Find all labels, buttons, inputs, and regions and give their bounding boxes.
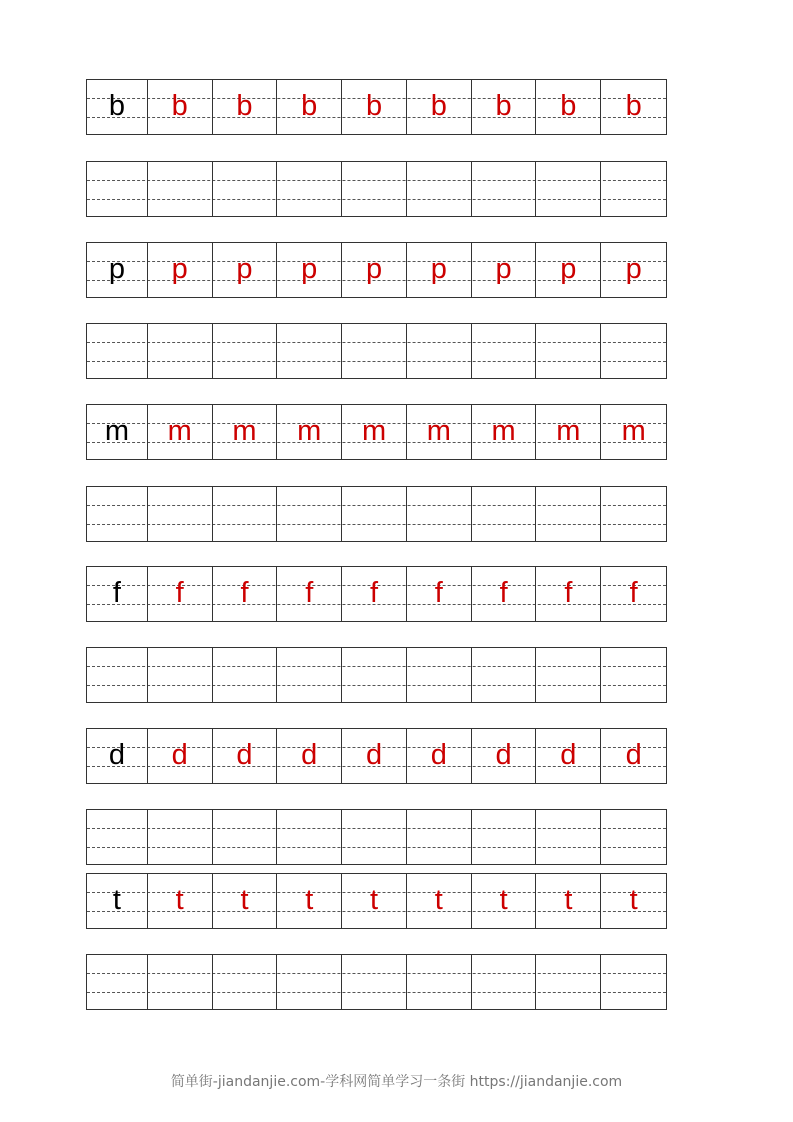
grid-cell — [148, 648, 213, 702]
trace-letter: t — [305, 883, 314, 916]
writing-row — [86, 728, 667, 784]
grid-cell — [407, 874, 472, 928]
trace-letter: d — [171, 738, 188, 771]
writing-row — [86, 873, 667, 929]
grid-cell — [536, 729, 601, 783]
grid-cell — [536, 80, 601, 134]
grid-cell — [213, 324, 278, 378]
grid-cell — [536, 810, 601, 864]
trace-letter: b — [495, 89, 512, 122]
writing-row — [86, 647, 667, 703]
grid-cell — [277, 955, 342, 1009]
grid-cell — [536, 243, 601, 297]
trace-letter: p — [560, 252, 577, 285]
grid-cell — [407, 405, 472, 459]
grid-cell — [277, 487, 342, 541]
grid-cell — [342, 648, 407, 702]
grid-cell — [407, 162, 472, 216]
grid-cell — [277, 729, 342, 783]
trace-letter: p — [625, 252, 642, 285]
grid-cell — [87, 810, 148, 864]
grid-cell — [472, 955, 537, 1009]
grid-cell — [536, 567, 601, 621]
grid-cell — [342, 955, 407, 1009]
writing-row — [86, 79, 667, 135]
grid-cell — [407, 324, 472, 378]
grid-cell — [213, 648, 278, 702]
grid-cell — [407, 955, 472, 1009]
grid-cell — [601, 648, 666, 702]
grid-cell — [601, 874, 666, 928]
grid-cell — [213, 80, 278, 134]
grid-cell — [472, 162, 537, 216]
trace-letter: p — [301, 252, 318, 285]
grid-cell — [277, 80, 342, 134]
grid-cell — [277, 567, 342, 621]
grid-cell — [472, 324, 537, 378]
writing-row — [86, 242, 667, 298]
grid-cell — [472, 487, 537, 541]
grid-cell — [407, 243, 472, 297]
trace-letter: f — [305, 576, 314, 609]
trace-letter: d — [430, 738, 447, 771]
trace-letter: b — [625, 89, 642, 122]
grid-cell — [536, 955, 601, 1009]
grid-cell — [148, 874, 213, 928]
trace-letter: p — [171, 252, 188, 285]
trace-letter: d — [625, 738, 642, 771]
grid-cell — [342, 80, 407, 134]
trace-letter: f — [240, 576, 249, 609]
grid-cell — [277, 324, 342, 378]
grid-cell — [407, 567, 472, 621]
trace-letter: m — [621, 414, 646, 447]
grid-cell — [601, 324, 666, 378]
trace-letter: t — [564, 883, 573, 916]
grid-cell — [148, 324, 213, 378]
grid-cell — [601, 810, 666, 864]
trace-letter: f — [564, 576, 573, 609]
grid-cell — [536, 648, 601, 702]
trace-letter: p — [365, 252, 383, 285]
sample-letter: m — [104, 414, 129, 447]
grid-cell — [601, 955, 666, 1009]
grid-cell — [472, 243, 537, 297]
grid-cell — [536, 405, 601, 459]
grid-cell — [601, 487, 666, 541]
grid-cell — [148, 162, 213, 216]
grid-cell — [87, 324, 148, 378]
grid-cell — [407, 487, 472, 541]
trace-letter: t — [240, 883, 249, 916]
sample-letter: d — [108, 738, 125, 771]
trace-letter: d — [560, 738, 577, 771]
grid-cell — [213, 955, 278, 1009]
trace-letter: f — [499, 576, 508, 609]
trace-letter: m — [491, 414, 516, 447]
grid-cell — [472, 874, 537, 928]
grid-cell — [472, 80, 537, 134]
grid-cell — [213, 810, 278, 864]
trace-letter: f — [175, 576, 184, 609]
grid-cell — [87, 162, 148, 216]
grid-cell — [148, 243, 213, 297]
writing-row — [86, 954, 667, 1010]
grid-cell — [342, 405, 407, 459]
grid-cell — [87, 874, 148, 928]
trace-letter: d — [495, 738, 512, 771]
grid-cell — [342, 324, 407, 378]
trace-letter: b — [560, 89, 577, 122]
grid-cell — [213, 162, 278, 216]
sample-letter: t — [112, 883, 121, 916]
grid-cell — [213, 874, 278, 928]
trace-letter: f — [370, 576, 379, 609]
grid-cell — [277, 243, 342, 297]
sample-letter: b — [108, 89, 125, 122]
trace-letter: p — [430, 252, 447, 285]
trace-letter: d — [301, 738, 318, 771]
grid-cell — [472, 810, 537, 864]
grid-cell — [342, 567, 407, 621]
grid-cell — [536, 162, 601, 216]
grid-cell — [407, 810, 472, 864]
sample-letter: p — [108, 252, 125, 285]
grid-cell — [407, 729, 472, 783]
grid-cell — [213, 405, 278, 459]
trace-letter: d — [365, 738, 383, 771]
grid-cell — [342, 162, 407, 216]
grid-cell — [407, 80, 472, 134]
grid-cell — [342, 874, 407, 928]
grid-cell — [342, 810, 407, 864]
grid-cell — [277, 162, 342, 216]
grid-cell — [87, 405, 148, 459]
trace-letter: f — [629, 576, 638, 609]
writing-row — [86, 161, 667, 217]
trace-letter: p — [236, 252, 253, 285]
grid-cell — [472, 729, 537, 783]
trace-letter: b — [301, 89, 318, 122]
trace-letter: t — [175, 883, 184, 916]
grid-cell — [87, 729, 148, 783]
writing-row — [86, 809, 667, 865]
grid-cell — [601, 405, 666, 459]
trace-letter: b — [236, 89, 253, 122]
writing-row — [86, 486, 667, 542]
trace-letter: t — [434, 883, 443, 916]
grid-cell — [472, 567, 537, 621]
grid-cell — [213, 243, 278, 297]
grid-cell — [213, 567, 278, 621]
sample-letter: f — [112, 576, 121, 609]
grid-cell — [536, 874, 601, 928]
grid-cell — [277, 405, 342, 459]
grid-cell — [148, 405, 213, 459]
grid-cell — [342, 487, 407, 541]
grid-cell — [87, 648, 148, 702]
grid-cell — [277, 810, 342, 864]
grid-cell — [601, 80, 666, 134]
trace-letter: t — [370, 883, 379, 916]
grid-cell — [148, 567, 213, 621]
writing-row — [86, 566, 667, 622]
trace-letter: m — [232, 414, 257, 447]
trace-letter: f — [434, 576, 443, 609]
grid-cell — [148, 810, 213, 864]
grid-cell — [472, 405, 537, 459]
grid-cell — [601, 162, 666, 216]
grid-cell — [87, 80, 148, 134]
trace-letter: b — [171, 89, 188, 122]
trace-letter: m — [297, 414, 322, 447]
grid-cell — [536, 487, 601, 541]
footer-text: 简单街-jiandanjie.com-学科网简单学习一条街 https://jiandanjie.com — [170, 1074, 623, 1090]
grid-cell — [536, 324, 601, 378]
writing-row — [86, 323, 667, 379]
grid-cell — [87, 243, 148, 297]
grid-cell — [277, 648, 342, 702]
trace-letter: m — [556, 414, 581, 447]
grid-cell — [342, 729, 407, 783]
grid-cell — [601, 567, 666, 621]
trace-letter: m — [361, 414, 387, 447]
trace-letter: d — [236, 738, 253, 771]
grid-cell — [87, 487, 148, 541]
grid-cell — [213, 729, 278, 783]
grid-cell — [87, 955, 148, 1009]
trace-letter: m — [426, 414, 451, 447]
grid-cell — [148, 955, 213, 1009]
grid-cell — [148, 80, 213, 134]
trace-letter: t — [629, 883, 638, 916]
grid-cell — [87, 567, 148, 621]
grid-cell — [148, 729, 213, 783]
trace-letter: m — [167, 414, 192, 447]
grid-cell — [277, 874, 342, 928]
trace-letter: b — [430, 89, 447, 122]
grid-cell — [601, 243, 666, 297]
trace-letter: p — [495, 252, 512, 285]
trace-letter: b — [365, 89, 383, 122]
grid-cell — [213, 487, 278, 541]
grid-cell — [342, 243, 407, 297]
trace-letter: t — [499, 883, 508, 916]
grid-cell — [472, 648, 537, 702]
writing-row — [86, 404, 667, 460]
grid-cell — [148, 487, 213, 541]
grid-cell — [407, 648, 472, 702]
grid-cell — [601, 729, 666, 783]
